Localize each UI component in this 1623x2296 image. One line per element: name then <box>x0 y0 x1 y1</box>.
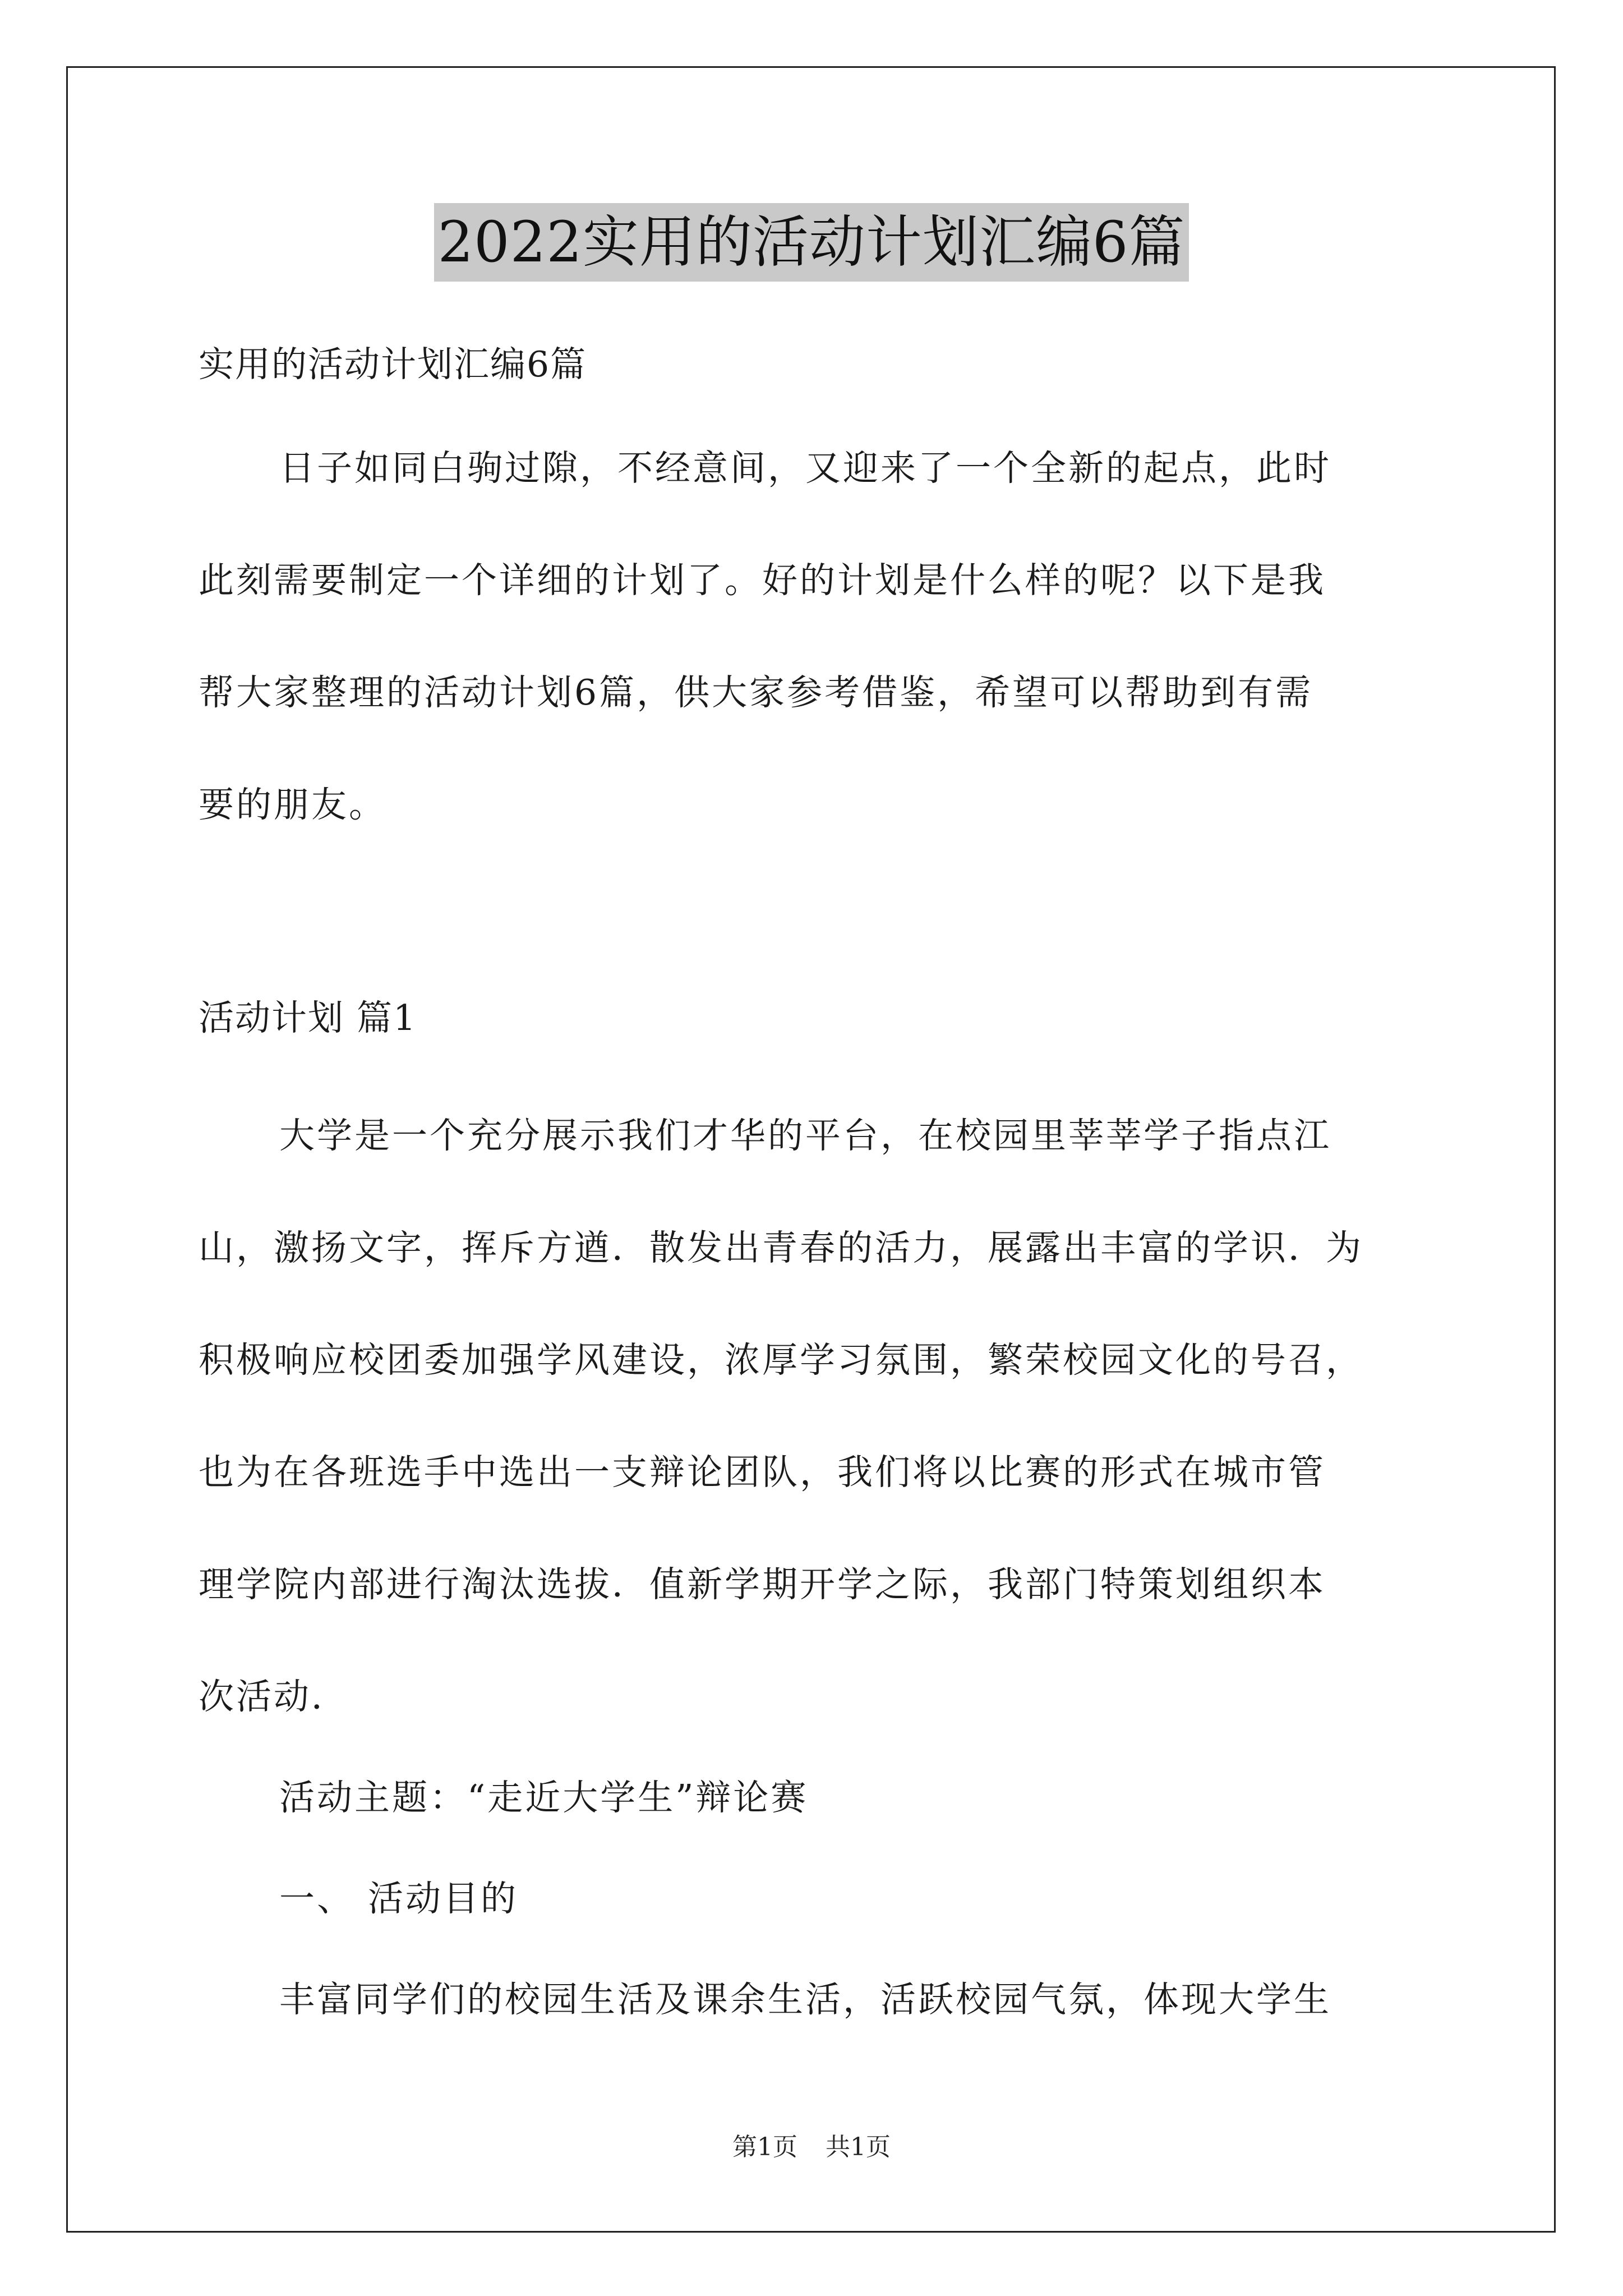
intro-line-1: 日子如同白驹过隙，不经意间，又迎来了一个全新的起点，此时 <box>279 448 1331 489</box>
purpose-line: 丰富同学们的校园生活及课余生活，活跃校园气氛，体现大学生 <box>279 1979 1331 2020</box>
intro-line-3: 帮大家整理的活动计划6篇，供大家参考借鉴，希望可以帮助到有需 <box>199 672 1313 713</box>
document-subtitle: 实用的活动计划汇编6篇 <box>199 344 587 385</box>
page-total: 共1页 <box>826 2133 891 2161</box>
section-line-1: 大学是一个充分展示我们才华的平台，在校园里莘莘学子指点江 <box>279 1115 1331 1156</box>
section-line-2: 山，激扬文字，挥斥方遒．散发出青春的活力，展露出丰富的学识．为 <box>199 1227 1363 1268</box>
title-wrapper <box>0 203 1623 282</box>
document-title: 2022实用的活动计划汇编6篇 <box>434 203 1188 282</box>
section-line-5: 理学院内部进行淘汰选拔．值新学期开学之际，我部门特策划组织本 <box>199 1564 1326 1605</box>
intro-line-4: 要的朋友。 <box>199 784 386 825</box>
section-line-3: 积极响应校团委加强学风建设，浓厚学习氛围，繁荣校园文化的号召， <box>199 1340 1363 1381</box>
intro-line-2: 此刻需要制定一个详细的计划了。好的计划是什么样的呢？以下是我 <box>199 560 1326 601</box>
section-heading: 活动计划 篇1 <box>199 997 417 1038</box>
page-number: 第1页 <box>732 2133 797 2161</box>
section-line-6: 次活动． <box>199 1676 349 1717</box>
activity-theme: 活动主题：“走近大学生”辩论赛 <box>279 1777 809 1818</box>
purpose-heading: 一、 活动目的 <box>279 1878 519 1919</box>
page-footer <box>0 2132 1623 2163</box>
section-line-4: 也为在各班选手中选出一支辩论团队，我们将以比赛的形式在城市管 <box>199 1452 1326 1493</box>
